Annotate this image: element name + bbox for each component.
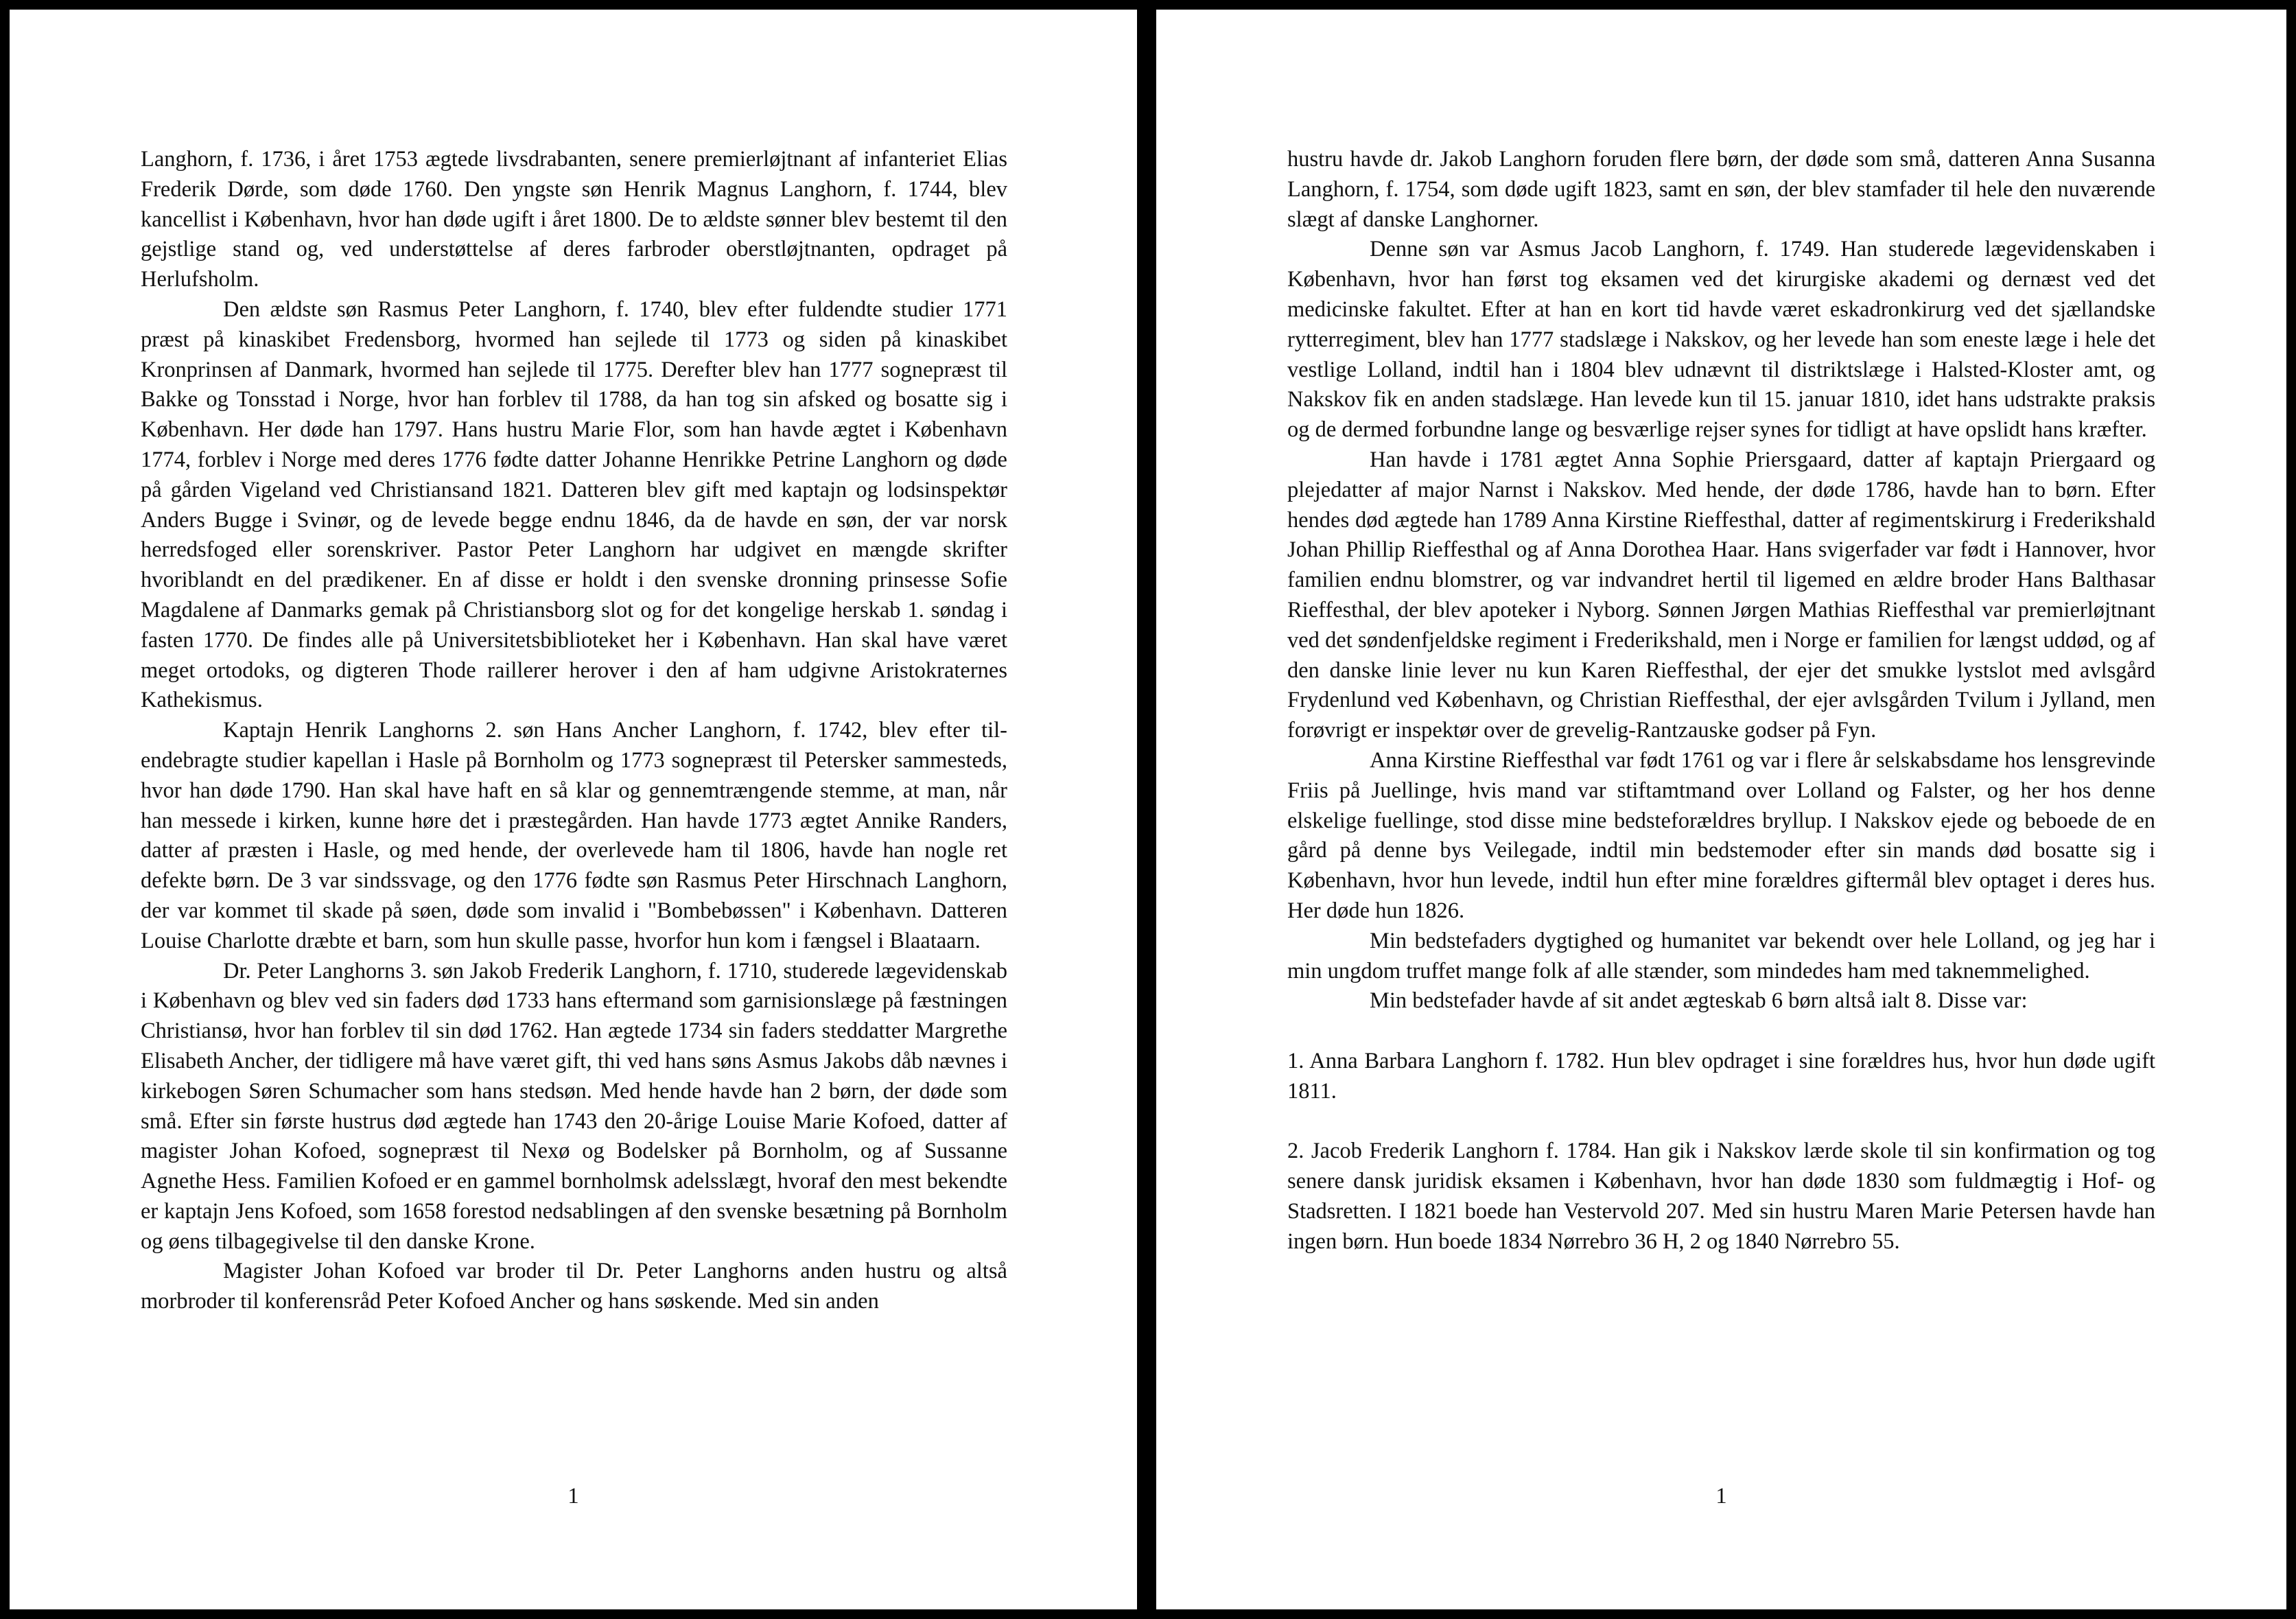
left-page xyxy=(10,10,1137,1609)
paragraph: Denne søn var Asmus Jacob Langhorn, f. 1749. Han studerede lægevidenskaben i København, hvor han først tog eksamen ved det kirurgiske akademi og dernæst ved det medicinske fakultet. Efter at han en kort tid havde været eskadronkirurg ved det sjællandske rytterregiment, blev han 1777 stadslæge i Nakskov, og her levede han som eneste læge i hele det vestlige Lolland, indtil han i 1804 blev udnævnt til distriktslæge i Halsted-Kloster amt, og Nakskov fik en anden stadslæge. Han levede kun til 15. januar 1810, idet hans udstrakte praksis og de dermed forbundne lange og besværlige rejser synes for tidligt at have opslidt hans kræfter. xyxy=(1287,237,2155,443)
paragraph: Anna Kirstine Rieffesthal var født 1761 og var i flere år selskabsdame hos lensgrevinde Friis på Juellinge, hvis mand var stiftamtmand over Lolland og Falster, og her hos denne elskelige fuellinge, stod disse mine bedsteforældres bryllup. I Nakskov ejede og beboede de en gård på denne bys Veilegade, indtil min bedstemoder efter sin mands død bosatte sig i København, hvor hun levede, indtil hun efter mine forældres giftermål blev optaget i deres hus. Her døde hun 1826. xyxy=(1287,747,2155,923)
paragraph: Han havde i 1781 ægtet Anna Sophie Priersgaard, datter af kaptajn Priergaard og plejedatter af major Narnst i Nakskov. Med hende, der døde 1786, havde han to børn. Efter hendes død ægtede han 1789 Anna Kirstine Rieffesthal, datter af regimentskirurg i Frederikshald Johan Phillip Rieffesthal og af Anna Dorothea Haar. Hans svigerfader var født i Hannover, hvor familien endnu blomstrer, og var indvandret hertil til ligemed en ældre broder Hans Balthasar Rieffesthal, der blev apoteker i Nyborg. Sønnen Jørgen Mathias Rieffesthal var premierløjtnant ved det søndenfjeldske regiment i Frederikshald, men i Norge er familien for længst uddød, og af den danske linie lever nu kun Karen Rieffesthal, der ejer det smukke lystslot med avlsgård Frydenlund ved København, og Christian Rieffesthal, der ejer avlsgården Tvilum i Jylland, men forøvrigt er inspektør over de grevelig-Rantzauske godser på Fyn. xyxy=(1287,447,2155,743)
paragraph: hustru havde dr. Jakob Langhorn foruden flere børn, der døde som små, datteren Anna Susanna Langhorn, f. 1754, som døde ugift 1823, samt en søn, der blev stamfader til hele den nuværende slægt af danske Langhorner. xyxy=(1287,147,2155,232)
paragraph: Dr. Peter Langhorns 3. søn Jakob Frederik Langhorn, f. 1710, studerede lægevidenskab i København og blev ved sin faders død 1733 hans eftermand som garnisionslæge på fæstningen Christiansø, hvor han forblev til sin død 1762. Han ægtede 1734 sin faders steddatter Margrethe Elisabeth Ancher, der tidligere må have været gift, thi ved hans søns Asmus Jakobs dåb nævnes i kirkebogen Søren Schumacher som hans stedsøn. Med hende havde han 2 børn, der døde som små. Efter sin første hustrus død ægtede han 1743 den 20-årige Louise Marie Kofoed, datter af magister Johan Kofoed, sognepræst til Nexø og Bodelsker på Bornholm, og af Sussanne Agnethe Hess. Familien Kofoed er en gammel bornholmsk adelsslægt, hvoraf den mest bekendte er kaptajn Jens Kofoed, som 1658 forestod nedsablingen af den svenske besætning på Bornholm og øens tilbagegivelse til den danske Krone. xyxy=(141,958,1007,1254)
paragraph: Den ældste søn Rasmus Peter Langhorn, f. 1740, blev efter fuldendte studier 1771 præst på kinaskibet Fredensborg, hvormed han sejlede til 1773 og siden på kinaskibet Kronprinsen af Danmark, hvormed han sejlede til 1775. Derefter blev han 1777 sognepræst til Bakke og Tonsstad i Norge, hvor han forblev til 1788, da han tog sin afsked og bosatte sig i København. Her døde han 1797. Hans hustru Marie Flor, som han havde ægtet i København 1774, forblev i Norge med deres 1776 fødte datter Johanne Henrikke Petrine Langhorn og døde på gården Vigeland ved Christiansand 1821. Datteren blev gift med kaptajn og lodsinspektør Anders Bugge i Svinør, og de levede begge endnu 1846, da de havde en søn, der var norsk herredsfoged eller sorenskriver. Pastor Peter Langhorn har udgivet en mængde skrifter hvoriblandt en del prædikener. En af disse er holdt i den svenske dronning prinsesse Sofie Magdalene af Danmarks gemak på Christiansborg slot og for det kongelige herskab 1. søndag i fasten 1770. De findes alle på Universitetsbiblioteket her i København. Han skal have været meget ortodoks, og digteren Thode raillerer herover i den af ham udgivne Aristokraternes Kathekismus. xyxy=(141,296,1007,713)
paragraph: Min bedstefaders dygtighed og humanitet var bekendt over hele Lolland, og jeg har i min ungdom truffet mange folk af alle stænder, som mindedes ham med taknemmelighed. xyxy=(1287,928,2155,983)
paragraph: Kaptajn Henrik Langhorns 2. søn Hans Ancher Langhorn, f. 1742, blev efter tilendebragte studier kapellan i Hasle på Bornholm og 1773 sognepræst til Petersker sammesteds, hvor han døde 1790. Han skal have haft en så klar og gennemtrængende stemme, at man, når han messede i kirken, kunne høre det i præstegården. Han havde 1773 ægtet Annike Randers, datter af præsten i Hasle, og med hende, der overlevede ham til 1806, havde han nogle ret defekte børn. De 3 var sindssvage, og den 1776 fødte søn Rasmus Peter Hirschnach Langhorn, der var kommet til skade på søen, døde som invalid i "Bombebøssen" i København. Datteren Louise Charlotte dræbte et barn, som hun skulle passe, hvorfor hun kom i fængsel i Blaataarn. xyxy=(141,718,1007,953)
page-number: 1 xyxy=(1715,1484,1727,1509)
list-item: 1. Anna Barbara Langhorn f. 1782. Hun blev opdraget i sine forældres hus, hvor hun døde ugift 1811. xyxy=(1287,1048,2155,1104)
paragraph: Magister Johan Kofoed var broder til Dr. Peter Langhorns anden hustru og altså morbroder til konferensråd Peter Kofoed Ancher og hans søskende. Med sin anden xyxy=(141,1259,1007,1314)
right-page xyxy=(1156,10,2286,1609)
paragraph: Langhorn, f. 1736, i året 1753 ægtede livsdrabanten, senere premierløjtnant af infanteriet Elias Frederik Dørde, som døde 1760. Den yngste søn Henrik Magnus Langhorn, f. 1744, blev kancellist i København, hvor han døde ugift i året 1800. De to ældste sønner blev bestemt til den gejstlige stand og, ved understøttelse af deres farbroder oberstløjtnanten, opdraget på Herlufsholm. xyxy=(141,147,1007,292)
list-item: 2. Jacob Frederik Langhorn f. 1784. Han gik i Nakskov lærde skole til sin konfirmation og tog senere dansk juridisk eksamen i København, hvor han døde 1830 som fuldmægtig i Hof- og Stadsretten. I 1821 boede han Vestervold 207. Med sin hustru Maren Marie Petersen havde han ingen børn. Hun boede 1834 Nørrebro 36 H, 2 og 1840 Nørrebro 55. xyxy=(1287,1139,2155,1254)
paragraph: Min bedstefader havde af sit andet ægteskab 6 børn altså ialt 8. Disse var: xyxy=(1370,988,2028,1014)
left-page-text xyxy=(141,145,1007,1317)
page-number: 1 xyxy=(567,1484,579,1509)
right-page-text xyxy=(1287,145,2155,1257)
